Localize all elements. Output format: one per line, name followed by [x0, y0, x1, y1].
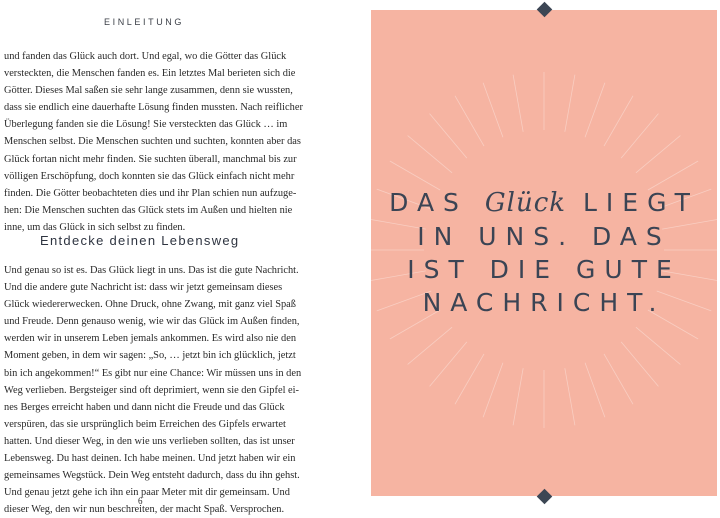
sunburst-ray: [604, 354, 633, 404]
sunburst-ray: [430, 114, 467, 158]
quote-line-1: [371, 186, 717, 220]
text-line: finden. Die Götter beobachteten dies und ihr Plan schien nun aufzuge-: [4, 187, 297, 199]
text-line: bin ich angekommen!“ Es gibt nur eine Chance: Wir müssen uns in den: [4, 367, 302, 379]
sunburst-ray: [621, 114, 658, 158]
left-page: [0, 0, 350, 516]
page-number: 6: [138, 496, 143, 506]
quote-line-2: IN UNS. DAS: [417, 222, 671, 251]
text-line: Moment geben, in dem wir sagen: „So, … jetzt bin ich glücklich, jetzt: [4, 350, 296, 362]
sunburst-ray: [565, 368, 575, 425]
text-line: Menschen selbst. Die Menschen suchten und suchten, konnten aber das: [4, 136, 301, 148]
text-line: hatten. Und dieser Weg, in den wie uns verlieben sollten, das ist unser: [4, 435, 295, 447]
sunburst-ray: [513, 368, 523, 425]
quote-script-word: Glück: [484, 188, 567, 218]
text-line: verspüren, das sie ursprünglich beim Erreichen des Gipfels erwartet: [4, 418, 286, 430]
text-line: inne, um das Glück in sich selbst zu finden.: [4, 221, 186, 233]
sunburst-ray: [621, 342, 658, 386]
section-heading: Entdecke deinen Lebensweg: [40, 233, 240, 248]
sunburst-ray: [513, 75, 523, 132]
text-line: Glück wiedererwecken. Ohne Druck, ohne Zwang, mit ganz viel Spaß: [4, 299, 296, 311]
text-line: dieser Weg, den wir nun beschreiten, der macht Spaß. Versprochen.: [4, 504, 285, 516]
text-line: und fanden das Glück auch dort. Und egal, wo die Götter das Glück: [4, 51, 287, 62]
text-line: Lebensweg. Du hast deinen. Ich habe meinen. Und jetzt haben wir ein: [4, 453, 296, 465]
sunburst-ray: [585, 363, 605, 418]
sunburst-ray: [455, 354, 484, 404]
text-line: Und genau jetzt gehe ich ihn ein paar Meter mit dir gemeinsam. Und: [4, 487, 290, 499]
running-head: EINLEITUNG: [103, 17, 184, 27]
text-line: Und die andere gute Nachricht ist: dass wir jetzt gemeinsam dieses: [4, 282, 283, 294]
text-line: völligen Erschöpfung, doch konnten sie das Glück einfach nicht mehr: [4, 170, 295, 182]
sunburst-ray: [604, 96, 633, 146]
sunburst-ray: [408, 327, 452, 364]
paragraph-2: [4, 262, 302, 518]
text-line: dass sie endlich eine dauerhafte Lösung finden mussten. Nach reiflicher: [4, 102, 303, 114]
quote-word: DAS: [389, 188, 468, 217]
text-line: hen: Die Menschen suchten das Glück stets im Außen und hielten nie: [4, 204, 293, 216]
text-line: Götter. Dieses Mal saßen sie sehr lange zusammen, denn sie wussten,: [4, 85, 293, 97]
text-line: Weg verlieben. Bergsteiger sind oft deprimiert, wenn sie den Gipfel ei-: [4, 384, 300, 396]
sunburst-ray: [585, 83, 605, 138]
text-line: versteckten, die Menschen fanden es. Ein letztes Mal berieten sich die: [4, 68, 296, 80]
quote-word: LIEGT: [583, 188, 699, 217]
sunburst-ray: [455, 96, 484, 146]
sunburst-ray: [636, 136, 680, 173]
paragraph-1: [4, 48, 303, 236]
text-line: nes Berges erreicht haben und dann nicht die Freude und das Glück: [4, 401, 285, 413]
quote-text: [371, 186, 717, 319]
text-line: Glück fortan nicht mehr finden. Sie suchten überall, manchmal bis zur: [4, 153, 297, 165]
sunburst-ray: [565, 75, 575, 132]
sunburst-ray: [483, 83, 503, 138]
sunburst-ray: [430, 342, 467, 386]
quote-line-3: IST DIE GUTE: [407, 255, 681, 284]
text-line: Überlegung fanden sie die Lösung! Sie versteckten das Glück … im: [4, 119, 288, 131]
text-line: Und genau so ist es. Das Glück liegt in uns. Das ist die gute Nachricht.: [4, 265, 299, 276]
quote-line-4: NACHRICHT.: [422, 288, 666, 317]
text-line: werden wir in unserem Leben jemals ankommen. Es wird also nie den: [4, 333, 297, 345]
sunburst-ray: [483, 363, 503, 418]
text-line: gemeinsames Wegstück. Dein Weg entsteht dadurch, dass du ihn gehst.: [4, 470, 300, 482]
sunburst-ray: [636, 327, 680, 364]
sunburst-ray: [408, 136, 452, 173]
text-line: und Freude. Denn genauso wenig, wie wir das Glück im Außen finden,: [4, 316, 300, 328]
